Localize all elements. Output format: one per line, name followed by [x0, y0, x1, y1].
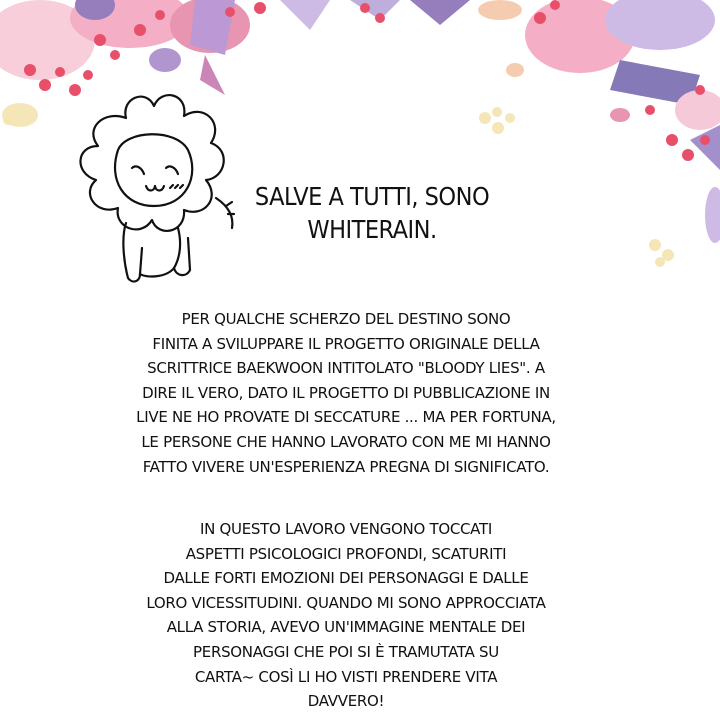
paragraph-line: SCRITTRICE BAEKWOON INTITOLATO "BLOODY LIES". A: [147, 359, 545, 378]
paragraph-line: LIVE NE HO PROVATE DI SECCATURE ... MA PER FORTUNA,: [136, 408, 556, 427]
paragraph-line: PER QUALCHE SCHERZO DEL DESTINO SONO: [181, 310, 511, 328]
lion-mascot-icon: [66, 88, 242, 288]
story-paragraph: [130, 517, 562, 714]
paragraph-line: CARTA~ COSÌ LI HO VISTI PRENDERE VITA: [194, 667, 498, 686]
paragraph-line: LORO VICESSITUDINI. QUANDO MI SONO APPROCCIATA: [146, 593, 546, 612]
paragraph-line: FINITA A SVILUPPARE IL PROGETTO ORIGINALE DELLA: [152, 334, 540, 353]
paragraph-line: DAVVERO!: [307, 692, 385, 711]
paragraph-line: ASPETTI PSICOLOGICI PROFONDI, SCATURITI: [185, 544, 507, 563]
greeting-line: SALVE A TUTTI, SONO: [254, 182, 490, 211]
greeting-line: WHITERAIN.: [307, 215, 437, 244]
paragraph-line: DIRE IL VERO, DATO IL PROGETTO DI PUBBLICAZIONE IN: [142, 383, 550, 402]
paragraph-line: DALLE FORTI EMOZIONI DEI PERSONAGGI E DALLE: [163, 569, 529, 588]
paragraph-line: LE PERSONE CHE HANNO LAVORATO CON ME MI HANNO: [141, 432, 551, 451]
greeting-heading: [248, 180, 496, 246]
paragraph-line: FATTO VIVERE UN'ESPERIENZA PREGNA DI SIGNIFICATO.: [142, 457, 550, 476]
intro-paragraph: [130, 307, 562, 479]
paragraph-line: IN QUESTO LAVORO VENGONO TOCCATI: [200, 520, 492, 538]
paragraph-line: PERSONAGGI CHE POI SI È TRAMUTATA SU: [193, 642, 499, 661]
paragraph-line: ALLA STORIA, AVEVO UN'IMMAGINE MENTALE DEI: [166, 618, 526, 637]
